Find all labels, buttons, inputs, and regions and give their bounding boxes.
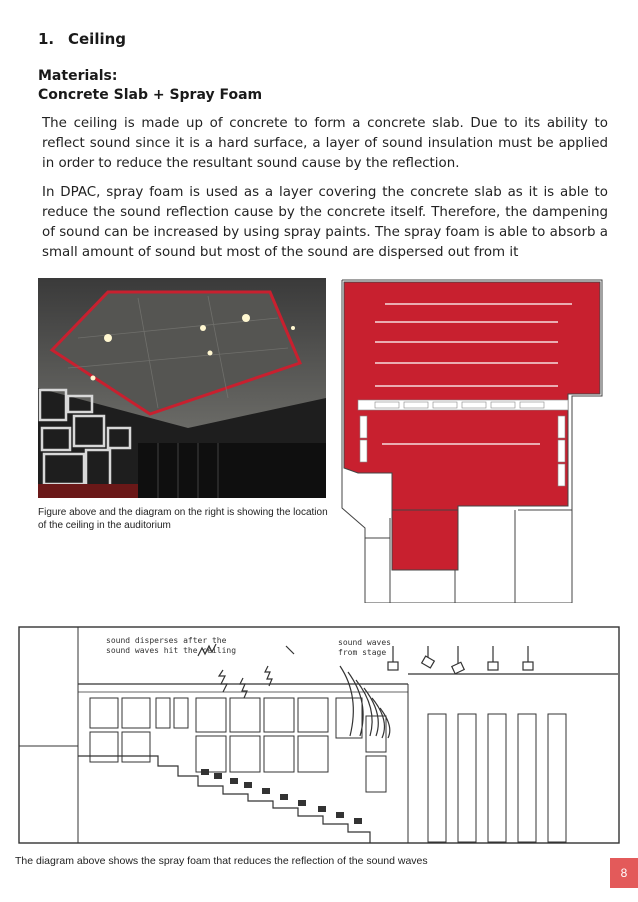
page-number-badge — [610, 858, 638, 888]
paragraph-2: In DPAC, spray foam is used as a layer covering the concrete slab as it is able to reduce the sound reflection cause by the concrete itself. Therefore, the dampening of sound can be increased by using spray paints. The spray foam is able to absorb a small amount of sound but most of the sound are dispersed out from it — [42, 185, 608, 260]
ceiling-plan-diagram — [340, 278, 608, 603]
annotation-dispersal-line1: sound disperses after the — [106, 636, 227, 645]
section-title: Ceiling — [68, 30, 127, 48]
paragraph-1: The ceiling is made up of concrete to form a concrete slab. Due to its ability to reflect sound since it is a hard surface, a layer of sound insulation must be applied in order to reduce the resultant sound cause by the reflection. — [42, 116, 608, 171]
materials-value: Concrete Slab + Spray Foam — [38, 87, 263, 103]
figure-caption-top: Figure above and the diagram on the right is showing the location of the ceiling in the auditorium — [38, 507, 328, 531]
annotation-waves-line1: sound waves — [338, 638, 391, 647]
annotation-dispersal-line2: sound waves hit the ceiling — [106, 646, 237, 655]
annotation-waves-line2: from stage — [338, 648, 387, 657]
ceiling-photo — [38, 278, 326, 498]
materials-block — [38, 67, 262, 105]
section-number: 1. — [38, 30, 55, 48]
section-diagram — [18, 626, 620, 844]
figure-caption-bottom: The diagram above shows the spray foam that reduces the reflection of the sound waves — [15, 855, 428, 867]
page-number: 8 — [620, 866, 628, 880]
section-heading — [38, 30, 126, 48]
materials-label: Materials: — [38, 68, 118, 84]
